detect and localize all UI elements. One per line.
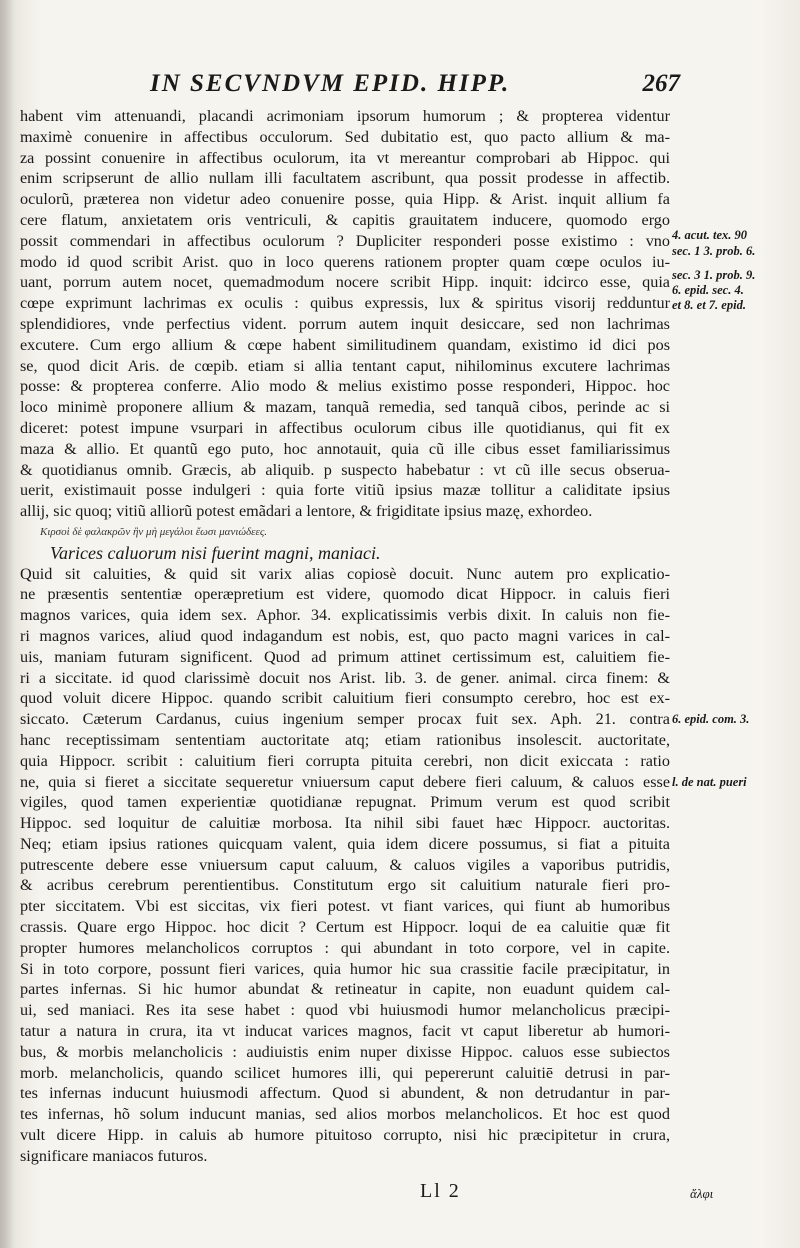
text-line: oculorũ, præterea non videtur adeo conuenire posse, quia Hipp. & Arist. inquit allium fa	[20, 190, 670, 209]
text-line: posse: & propterea conferre. Alio modo & melius existimo posse responderi, Hippoc. hoc	[20, 377, 670, 396]
text-line: ne, quia si fieret a siccitate sequeretur vniuersum caput debere fieri caluum, & caluos esse	[20, 772, 670, 791]
text-line: maximè conuenire in affectibus occulorum. Sed dubitatio est, quo pacto allium & ma-	[20, 127, 670, 146]
margin-note: sec. 3 1. prob. 9.	[672, 268, 756, 282]
text-line: possit commendari in affectibus oculorum ? Dupliciter responderi posse existimo : vno	[20, 231, 670, 250]
text-line: uerit, existimauit posse indulgeri : quia forte vitiũ ipsius mazæ tollitur a caliditate ipsius	[20, 481, 670, 500]
text-line: vigiles, quod tamen experientiæ quotidianæ repugnat. Primum verum est quod scribit	[20, 793, 670, 812]
text-line: Neq; etiam ipsius rationes quicquam valent, quia idem dicere possumus, si fiat a pituita	[20, 834, 670, 853]
gutter-shadow	[0, 0, 14, 1248]
body-text	[20, 106, 670, 1167]
page-number: 267	[642, 70, 680, 97]
text-line: vult dicere Hipp. in caluis ab humore pituitoso corrupto, nisi hic præcipitetur in crura,	[20, 1126, 670, 1145]
text-line: crassis. Quare ergo Hippoc. hoc dicit ? Certum est Hippocr. loqui de ea caluitie quæ fit	[20, 918, 670, 937]
margin-note: 6. epid. com. 3.	[672, 712, 750, 726]
text-line: excutere. Cum ergo allium & cœpe habent similitudinem quandam, existimo id dici pos	[20, 335, 670, 354]
running-title: IN SECVNDVM EPID. HIPP.	[150, 70, 511, 97]
text-line: propter humores melancholicos corruptos : qui abundant in toto corpore, vel in capite.	[20, 938, 670, 957]
text-line: morb. melancholicis, quando scilicet humores illi, qui pepererunt caluitiē detrusi in par-	[20, 1063, 670, 1082]
text-line: ri magnos varices, aliud quod indagandum est nobis, est, quo pacto magni varices in cal-	[20, 626, 670, 645]
text-line: quia Hippocr. scribit : caluitium fieri corrupta pituita cerebri, non dicit exiccata : ratio	[20, 751, 670, 770]
page-header	[150, 70, 680, 110]
text-line: splendidiores, vnde perfectius vident. porrum autem inquit desiccare, sed non lachrimas	[20, 314, 670, 333]
text-line: ui, sed maniaci. Res ita sese habet : quod vbi huiusmodi humor melancholicus præcipi-	[20, 1001, 670, 1020]
text-line: ne præsentis sententiæ operæpretium est videre, quomodo dicat Hippocr. in caluis fieri	[20, 585, 670, 604]
text-line: putrescente debere esse vniuersum caput caluum, & caluos vigiles a vaporibus putridis,	[20, 855, 670, 874]
text-line: maza & allio. Et quantũ ego puto, hoc annotauit, quia cũ ille cibus esset familiarissimus	[20, 439, 670, 458]
margin-note: 6. epid. sec. 4.	[672, 283, 744, 297]
text-line: za possint conuenire in affectibus oculorum, ita vt mereantur comprobari ab Hippoc. qui	[20, 148, 670, 167]
text-line: habent vim attenuandi, placandi acrimoniam ipsorum humorum ; & propterea videntur	[20, 107, 670, 125]
margin-notes	[672, 0, 800, 1248]
text-line: tes infernas, hõ solum inducunt manias, sed alios morbos melancholicos. Et hoc est quod	[20, 1105, 670, 1124]
text-line: se, quod dicit Aris. de cœpib. etiam si allia tentant caput, nihilominus excutere lachrimas	[20, 356, 670, 375]
text-line: tes infernas inducunt huiusmodi affectum. Quod si abundent, & non detrudantur in par-	[20, 1084, 670, 1103]
text-line: uant, porrum autem nocet, quemadmodum nocere scribit Hipp. inquit: idcirco esse, quia	[20, 273, 670, 292]
text-line: siccato. Cæterum Cardanus, cuius ingenium semper procax fuit sex. Aph. 21. contra	[20, 710, 670, 729]
text-line: Quid sit caluities, & quid sit varix alias copiosè docuit. Nunc autem pro explicatio-	[20, 564, 670, 583]
text-line: hanc receptissimam sententiam auctoritate atq; etiam rationibus insolescit. auctoritate,	[20, 730, 670, 749]
text-line: tatur a natura in crura, ita vt inducat varices magnos, facit vt caput liberetur ab humori-	[20, 1022, 670, 1041]
section-heading: Varices caluorum nisi fuerint magni, maniaci.	[50, 542, 381, 563]
text-line: cere flatum, anxietatem oris ventriculi, & capitis grauitatem inducere, quomodo ergo	[20, 210, 670, 229]
text-line: modo id quod scribit Arist. quo in loco querens rationem propter quam cœpe oculos iu-	[20, 252, 670, 271]
margin-note: et 8. et 7. epid.	[672, 298, 746, 312]
greek-aphorism: Κιρσοὶ δὲ φαλακρῶν ἢν μὴ μεγάλοι ἔωσι μανιώδεες.	[40, 525, 268, 538]
text-line: cœpe exprimunt lachrimas ex oculis : quibus expressis, lux & spiritus visorij redduntur	[20, 294, 670, 313]
text-line: magnos varices, quia idem sex. Aphor. 34. explicatissimis verbis dixit. In caluis non fie-	[20, 606, 670, 625]
text-line: bus, & morbis melancholicis : audiuistis enim nuper dixisse Hippoc. caluos esse subiectos	[20, 1042, 670, 1061]
text-line: uis, maniam futuram significent. Quod ad primum attinet certissimum est, caluitiem fie-	[20, 647, 670, 666]
text-line: significare maniacos futuros.	[20, 1146, 208, 1165]
text-line: ri a siccitate. id quod clarissimè docuit nos Arist. lib. 3. de gener. animal. circa finem: &	[20, 668, 670, 687]
text-line: partes infernas. Si hic humor abundat & retineatur in capite, non euadunt quidem cal-	[20, 980, 670, 999]
margin-note: l. de nat. pueri	[672, 775, 747, 789]
text-line: Hippoc. sed loquitur de caluitiæ morbosa. Ita nihil sibi fauet hæc Hippocr. auctoritas.	[20, 814, 670, 833]
text-line: enim scripserunt de allio nullam illi facultatem ascribunt, qua possit prodesse in affectib.	[20, 169, 670, 188]
text-line: pter siccitatem. Vbi est siccitas, vix fieri potest. vt fiant varices, qui fiunt ab humoribus	[20, 897, 670, 916]
text-line: allij, sic quoq; vitiũ alliorũ potest emãdari a lentore, & frigiditate ipsius mazę, exhordeo.	[20, 502, 593, 521]
text-line: & acribus cerebrum perentientibus. Constitutum ergo sit caluitium naturale fieri pro-	[20, 876, 670, 895]
text-line: Si in toto corpore, possunt fieri varices, quia humor hic sua crassitie facile præcipitatur, in	[20, 959, 670, 978]
signature-mark: Ll 2	[420, 1180, 461, 1202]
text-line: & quotidianus omnib. Græcis, ab aliquib. p suspecto habebatur : vt cũ ille secus obserua-	[20, 460, 670, 479]
margin-note: 4. acut. tex. 90	[672, 228, 747, 242]
margin-note: sec. 1 3. prob. 6.	[672, 244, 756, 258]
text-line: quod voluit dicere Hippoc. quando scribit caluitium fieri consumpto cerebro, hoc est ex-	[20, 689, 670, 708]
text-line: loco minimè proponere allium & mazam, tanquã remedia, sed tanquã cibos, perinde ac si	[20, 398, 670, 417]
text-line: diceret: potest impune vsurpari in affectibus oculorum cibus ille quotidianus, qui fit ex	[20, 418, 670, 437]
catchword: ἄλφι	[690, 1186, 714, 1201]
